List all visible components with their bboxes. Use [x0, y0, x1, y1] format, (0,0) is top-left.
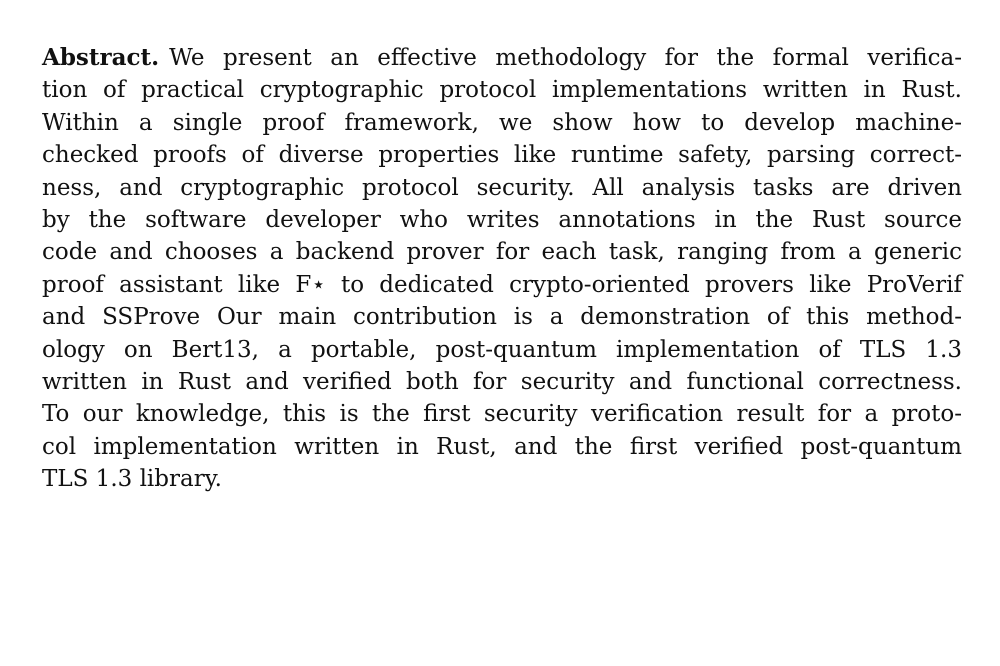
abstract-line-9: and SSProve Our main contribution is a demonstration of this method- — [42, 304, 962, 331]
abstract-line-10: ology on Bert13, a portable, post-quantum implementation of TLS 1.3 — [42, 336, 962, 363]
abstract-line-3: Within a single proof framework, we show how to develop machine- — [42, 109, 962, 136]
abstract-line-7: code and chooses a backend prover for each task, ranging from a generic — [42, 239, 962, 266]
abstract-line-6: by the software developer who writes annotations in the Rust source — [42, 206, 962, 233]
abstract-line-14: TLS 1.3 library. — [42, 466, 222, 493]
abstract-line-8: proof assistant like F⋆ to dedicated crypto-oriented provers like ProVerif — [42, 271, 962, 298]
abstract-line-5: ness, and cryptographic protocol security. All analysis tasks are driven — [42, 174, 962, 201]
abstract-block — [42, 42, 962, 495]
abstract-line-13: col implementation written in Rust, and the first verified post-quantum — [42, 433, 962, 460]
abstract-line-4: checked proofs of diverse properties like runtime safety, parsing correct- — [42, 142, 962, 169]
abstract-line-1 — [42, 42, 962, 74]
abstract-line-12: To our knowledge, this is the first security verification result for a proto- — [42, 401, 962, 428]
abstract-line-2: tion of practical cryptographic protocol implementations written in Rust. — [42, 77, 962, 104]
abstract-line-11: written in Rust and verified both for security and functional correctness. — [42, 368, 962, 395]
abstract-label: Abstract. — [42, 44, 160, 71]
abstract-text-1: We present an effective methodology for the formal verifica- — [169, 45, 962, 71]
